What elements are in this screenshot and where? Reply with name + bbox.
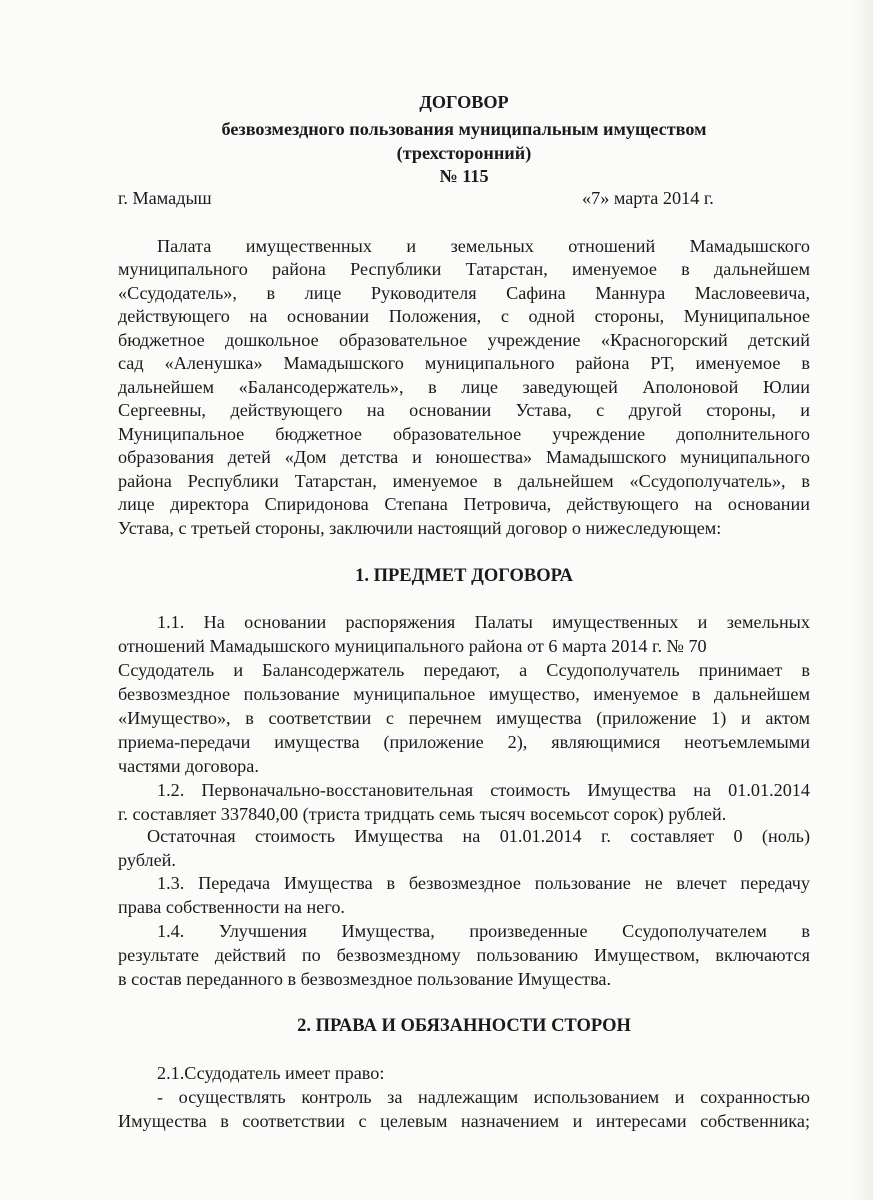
paragraph-line: 1.3. Передача Имущества в безвозмездное пользование не влечет передачу: [157, 873, 810, 893]
paragraph-line: Муниципальное бюджетное образовательное учреждение дополнительного: [118, 424, 810, 444]
paragraph-line: приема-передачи имущества (приложение 2), являющимися неотъемлемыми: [118, 732, 810, 752]
paragraph-line: рублей.: [118, 850, 176, 870]
paragraph-line: отношений Мамадышского муниципального района от 6 марта 2014 г. № 70: [118, 636, 707, 656]
paragraph-line: 1.4. Улучшения Имущества, произведенные Ссудополучателем в: [157, 921, 810, 941]
paragraph-line: «Ссудодатель», в лице Руководителя Сафина Маннура Масловеевича,: [118, 283, 810, 303]
paragraph-line: Сергеевны, действующего на основании Устава, с другой стороны, и: [118, 400, 810, 420]
paragraph-line: безвозмездное пользование муниципальное имущество, именуемое в дальнейшем: [118, 684, 810, 704]
scan-edge: [851, 0, 873, 1200]
paragraph-line: района Республики Татарстан, именуемое в дальнейшем «Ссудополучатель», в: [118, 471, 810, 491]
paragraph-line: Остаточная стоимость Имущества на 01.01.2014 г. составляет 0 (ноль): [147, 826, 810, 846]
paragraph-line: Палата имущественных и земельных отношений Мамадышского: [157, 236, 810, 256]
paragraph-line: образования детей «Дом детства и юношества» Мамадышского муниципального: [118, 447, 810, 467]
paragraph-line: результате действий по безвозмездному пользованию Имуществом, включаются: [118, 945, 810, 965]
paragraph-line: Имущества в соответствии с целевым назначением и интересами собственника;: [118, 1111, 810, 1131]
paragraph-line: Устава, с третьей стороны, заключили настоящий договор о нижеследующем:: [118, 518, 722, 538]
document-city: г. Мамадыш: [118, 188, 212, 208]
document-date: «7» марта 2014 г.: [582, 188, 714, 208]
paragraph-line: 2.1.Ссудодатель имеет право:: [157, 1063, 385, 1083]
paragraph-line: частями договора.: [118, 756, 259, 776]
paragraph-line: 1.1. На основании распоряжения Палаты имущественных и земельных: [157, 612, 810, 632]
paragraph-line: лице директора Спиридонова Степана Петровича, действующего на основании: [118, 494, 810, 514]
paragraph-line: бюджетное дошкольное образовательное учреждение «Красногорский детский: [118, 330, 810, 350]
paragraph-line: сад «Аленушка» Мамадышского муниципального района РТ, именуемое в: [118, 353, 810, 373]
paragraph-line: муниципального района Республики Татарстан, именуемое в дальнейшем: [118, 259, 810, 279]
document-title: ДОГОВОР: [419, 92, 509, 112]
paragraph-line: в состав переданного в безвозмездное пользование Имущества.: [118, 969, 612, 989]
paragraph-line: - осуществлять контроль за надлежащим использованием и сохранностью: [157, 1087, 810, 1107]
paragraph-line: дальнейшем «Балансодержатель», в лице заведующей Аполоновой Юлии: [118, 377, 810, 397]
section-heading: 2. ПРАВА И ОБЯЗАННОСТИ СТОРОН: [297, 1016, 631, 1036]
paragraph-line: 1.2. Первоначально-восстановительная стоимость Имущества на 01.01.2014: [157, 780, 810, 800]
document-subtitle: безвозмездного пользования муниципальным имуществом: [221, 119, 707, 139]
paragraph-line: права собственности на него.: [118, 897, 345, 917]
section-heading: 1. ПРЕДМЕТ ДОГОВОРА: [355, 566, 573, 586]
document-kind: (трехсторонний): [396, 143, 532, 163]
paragraph-line: действующего на основании Положения, с одной стороны, Муниципальное: [118, 306, 810, 326]
paragraph-line: «Имущество», в соответствии с перечнем имущества (приложение 1) и актом: [118, 708, 810, 728]
paragraph-line: Ссудодатель и Балансодержатель передают, а Ссудополучатель принимает в: [118, 660, 810, 680]
document-number: № 115: [439, 166, 489, 186]
paragraph-line: г. составляет 337840,00 (триста тридцать семь тысяч восемьсот сорок) рублей.: [118, 804, 727, 824]
